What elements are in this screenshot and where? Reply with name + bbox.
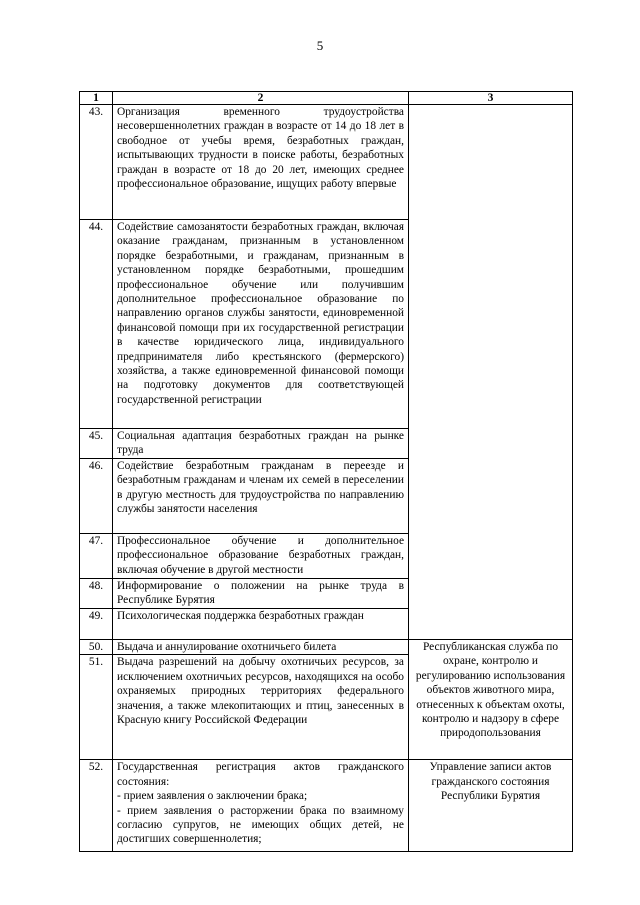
service-name: Содействие безработным гражданам в переезде и безработным гражданам и членам их семей в переселении в другую местность для трудоустройства по направлению службы занятости населения [113, 459, 409, 534]
service-name: Информирование о положении на рынке труда в Республике Бурятия [113, 579, 409, 609]
responsible-organization-hunting: Республиканская служба по охране, контролю и регулированию использования объектов животного мира, отнесенных к объектам охоты, контролю и надзору в сфере природопользования [409, 640, 573, 760]
row-number: 44. [80, 220, 113, 429]
civil-registration-title: Государственная регистрация актов гражданского состояния: [117, 761, 404, 788]
row-number: 47. [80, 534, 113, 579]
service-name-civil-registration [113, 760, 409, 852]
table-row [80, 640, 573, 655]
row-number: 43. [80, 105, 113, 220]
table-row [80, 105, 573, 220]
service-name: Организация временного трудоустройства несовершеннолетних граждан в возрасте от 14 до 18 лет в свободное от учебы время, безработных граждан, испытывающих трудности в поиске работы, безработных граждан в возрасте от 18 до 20 лет, имеющих среднее профессиональное образование, ищущих работу впервые [113, 105, 409, 220]
column-header-2: 2 [113, 92, 409, 105]
row-number: 52. [80, 760, 113, 852]
responsible-organization-empty [409, 105, 573, 640]
service-name: Содействие самозанятости безработных граждан, включая оказание гражданам, признанным в установленном порядке безработными, и гражданам, признанным в установленном порядке безработными, прошедшим профессиональное обучение или получившим дополнительное профессиональное образование по направлению органов службы занятости, единовременной финансовой помощи при их государственной регистрации в качестве юридического лица, индивидуального предпринимателя либо крестьянского (фермерского) хозяйства, а также единовременной финансовой помощи на подготовку документов для соответствующей государственной регистрации [113, 220, 409, 429]
service-name: Выдача разрешений на добычу охотничьих ресурсов, за исключением охотничьих ресурсов, находящихся на особо охраняемых природных территориях федерального значения, а также млекопитающих и птиц, занесенных в Красную книгу Российской Федерации [113, 655, 409, 760]
row-number: 51. [80, 655, 113, 760]
row-number: 50. [80, 640, 113, 655]
row-number: 45. [80, 429, 113, 459]
civil-registration-item: - прием заявления о расторжении брака по взаимному согласию супругов, не имеющих общих детей, не достигших совершеннолетия; [117, 804, 404, 846]
services-table [79, 91, 573, 852]
page-number: 5 [316, 38, 324, 53]
row-number: 49. [80, 609, 113, 640]
service-name: Психологическая поддержка безработных граждан [113, 609, 409, 640]
table-header-row [80, 92, 573, 105]
row-number: 48. [80, 579, 113, 609]
table-row [80, 760, 573, 852]
row-number: 46. [80, 459, 113, 534]
responsible-organization-civil: Управление записи актов гражданского состояния Республики Бурятия [409, 760, 573, 852]
service-name: Профессиональное обучение и дополнительное профессиональное образование безработных граждан, включая обучение в другой местности [113, 534, 409, 579]
column-header-1: 1 [80, 92, 113, 105]
column-header-3: 3 [409, 92, 573, 105]
service-name: Выдача и аннулирование охотничьего билета [113, 640, 409, 655]
civil-registration-item: - прием заявления о заключении брака; [117, 790, 308, 803]
service-name: Социальная адаптация безработных граждан на рынке труда [113, 429, 409, 459]
